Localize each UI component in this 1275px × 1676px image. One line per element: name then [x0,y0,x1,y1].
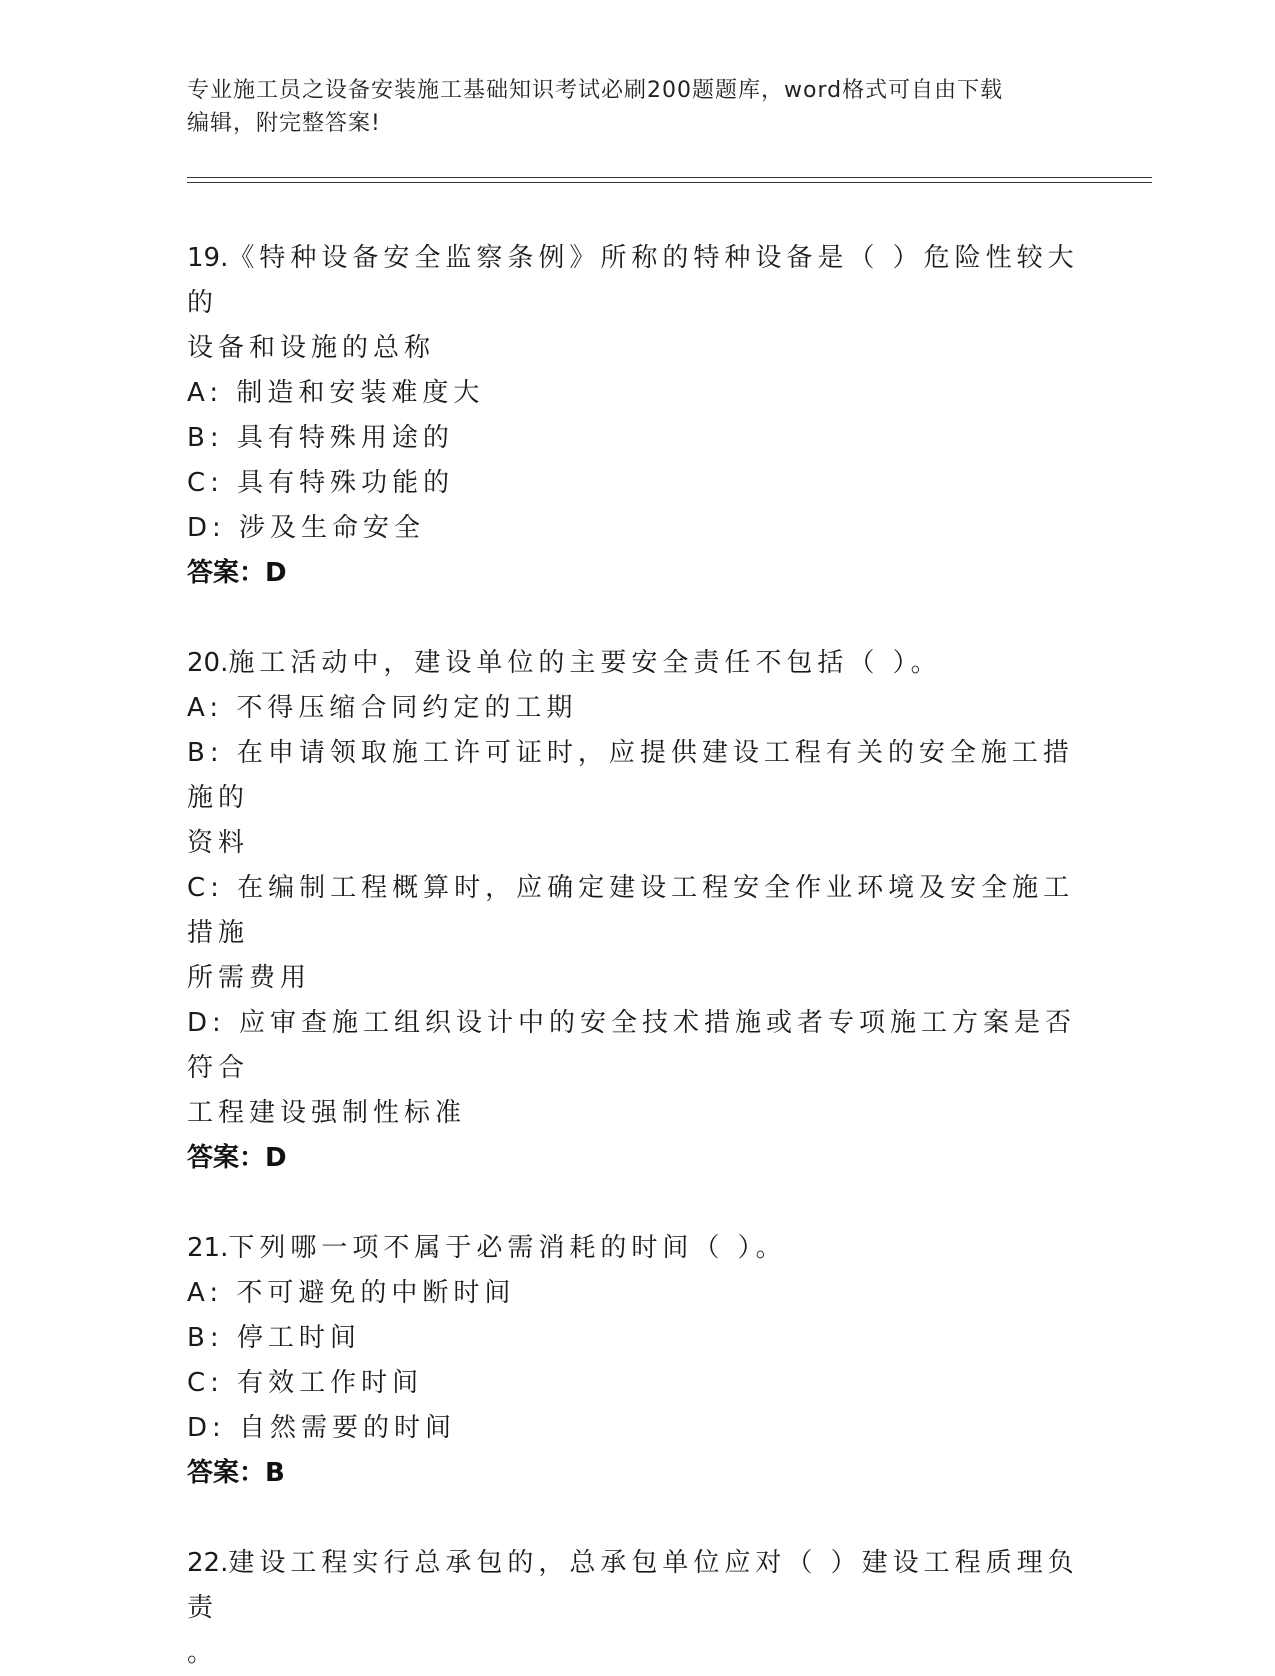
question-stem-line [187,641,1087,686]
question-number: 20. [187,648,229,678]
question-spacer [187,596,1087,641]
option-line: C: 具有特殊功能的 [187,468,455,498]
answer-line [187,1451,1087,1496]
question-block [187,236,1087,596]
option-line: C: 有效工作时间 [187,1368,424,1398]
header-line-2: 编辑，附完整答案! [187,111,381,136]
option-line: D: 应审查施工组织设计中的安全技术措施或者专项施工方案是否符合 [187,1008,1077,1083]
answer-value: B [265,1458,285,1488]
option-line: C: 在编制工程概算时，应确定建设工程安全作业环境及安全施工措施 [187,873,1075,948]
question-stem-line [187,236,1087,326]
option-line: 资料 [187,828,250,858]
question-block [187,1226,1087,1496]
answer-label: 答案： [187,1458,266,1488]
header-line-1: 专业施工员之设备安装施工基础知识考试必刷200题题库，word格式可自由下载 [187,78,1004,103]
question-stem-text: 下列哪一项不属于必需消耗的时间（ ）。 [228,1233,787,1263]
answer-value: D [265,1143,287,1173]
option-line: D: 自然需要的时间 [187,1413,457,1443]
question-stem-text: 建设工程实行总承包的，总承包单位应对（ ）建设工程质理负责 [187,1548,1079,1623]
question-stem-line [187,1631,1087,1676]
question-number: 19. [187,243,229,273]
option-line: A: 制造和安装难度大 [187,378,485,408]
question-spacer [187,1181,1087,1226]
header-divider-top [187,177,1152,178]
answer-line [187,551,1087,596]
question-stem-text: 。 [187,1638,219,1668]
question-list [187,236,1087,1676]
answer-label: 答案： [187,1143,266,1173]
question-stem-line [187,326,1087,371]
question-stem-text: 《特种设备安全监察条例》所称的特种设备是（ ）危险性较大的 [187,243,1079,318]
document-header [187,74,1087,140]
option-line: A: 不可避免的中断时间 [187,1278,516,1308]
option-line: A: 不得压缩合同约定的工期 [187,693,578,723]
answer-label: 答案： [187,558,266,588]
header-divider-bottom [187,182,1152,183]
question-block [187,1541,1087,1676]
question-stem-line [187,1541,1087,1631]
answer-value: D [265,558,287,588]
option-line: B: 具有特殊用途的 [187,423,454,453]
option-line: B: 停工时间 [187,1323,361,1353]
option-line: 工程建设强制性标准 [187,1098,467,1128]
option-line: D: 涉及生命安全 [187,513,426,543]
question-stem-line [187,1226,1087,1271]
option-line: B: 在申请领取施工许可证时，应提供建设工程有关的安全施工措施的 [187,738,1074,813]
option-line: 所需费用 [187,963,312,993]
question-stem-text: 设备和设施的总称 [187,333,436,363]
question-spacer [187,1496,1087,1541]
question-number: 22. [187,1548,229,1578]
answer-line [187,1136,1087,1181]
question-block [187,641,1087,1181]
question-number: 21. [187,1233,229,1263]
question-stem-text: 施工活动中，建设单位的主要安全责任不包括（ ）。 [228,648,942,678]
